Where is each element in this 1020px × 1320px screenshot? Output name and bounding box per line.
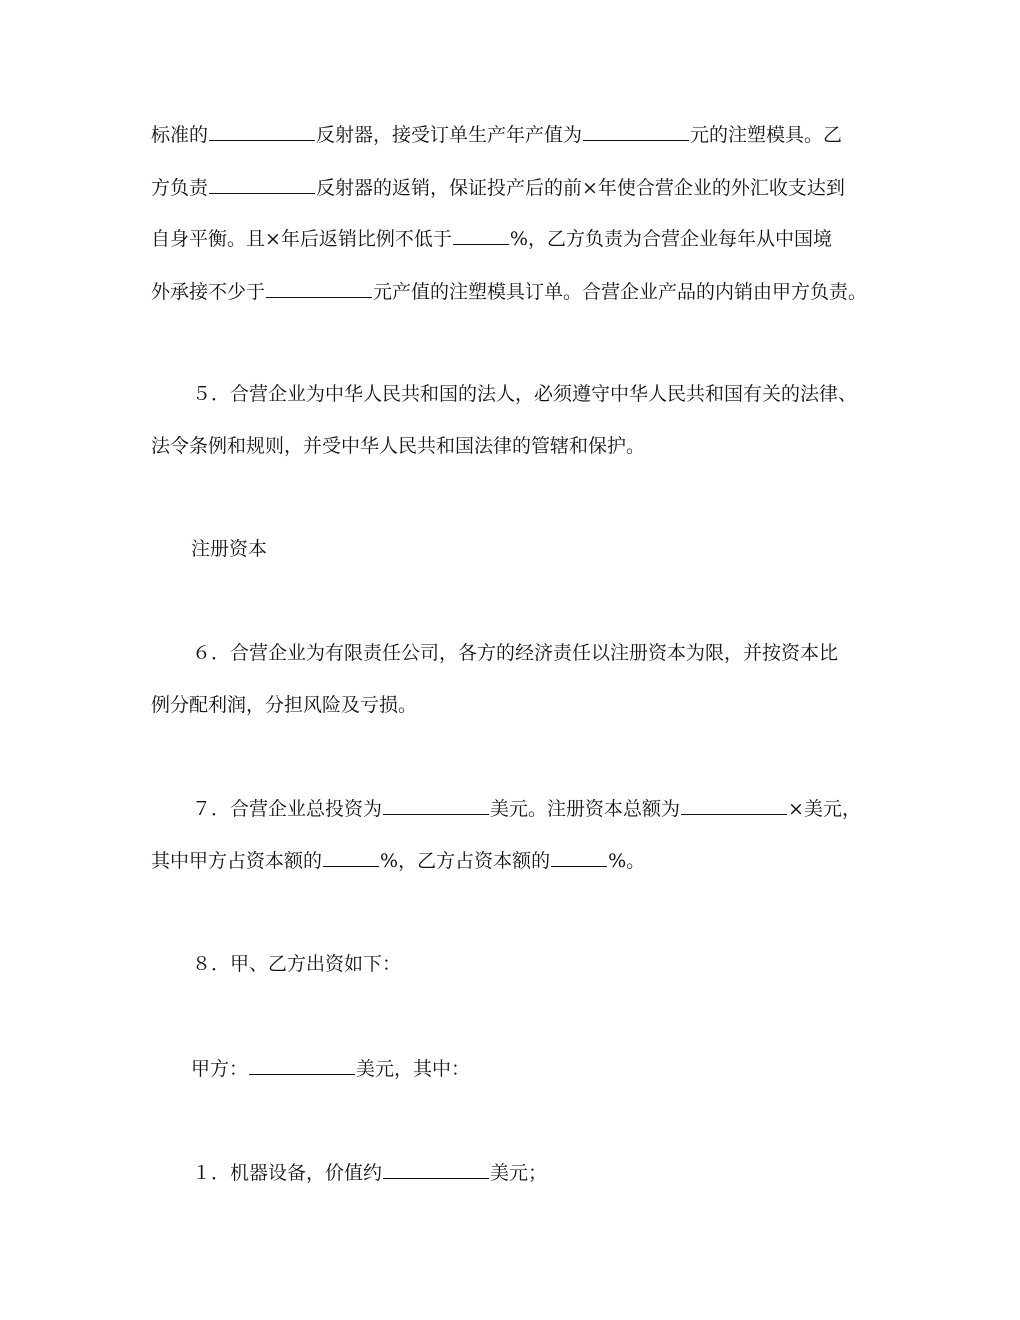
clause-5-line: 法令条例和规则，并受中华人民共和国法律的管辖和保护。 bbox=[151, 435, 646, 457]
text-segment: 方负责 bbox=[151, 177, 209, 199]
clause-6-line: ６．合营企业为有限责任公司，各方的经济责任以注册资本为限，并按资本比 bbox=[192, 642, 839, 664]
text-segment: 外承接不少于 bbox=[151, 281, 266, 303]
text-segment: 自身平衡。且×年后返销比例不低于 bbox=[151, 228, 452, 250]
text-segment: ７．合营企业总投资为 bbox=[192, 798, 383, 820]
section-heading: 注册资本 bbox=[191, 538, 268, 560]
text-segment: %，乙方占资本额的 bbox=[380, 850, 551, 872]
text-segment: 反射器，接受订单生产年产值为 bbox=[316, 124, 583, 146]
text-segment: 美元，其中： bbox=[356, 1058, 471, 1080]
clause-7-line bbox=[192, 796, 861, 820]
clause-8-line: ８．甲、乙方出资如下： bbox=[192, 953, 402, 975]
paragraph-line bbox=[151, 122, 842, 146]
party-a-line bbox=[191, 1056, 470, 1080]
paragraph-line bbox=[151, 226, 832, 250]
clause-5-line: ５．合营企业为中华人民共和国的法人，必须遵守中华人民共和国有关的法律、 bbox=[192, 383, 858, 405]
text-segment: 美元； bbox=[490, 1162, 548, 1184]
text-segment: ×美元， bbox=[788, 798, 861, 820]
paragraph-line bbox=[151, 175, 845, 199]
text-segment: %。 bbox=[608, 850, 646, 872]
fill-blank bbox=[249, 1056, 355, 1075]
fill-blank bbox=[323, 848, 379, 867]
text-segment: 反射器的返销，保证投产后的前×年使合营企业的外汇收支达到 bbox=[316, 177, 845, 199]
fill-blank bbox=[383, 1160, 489, 1179]
paragraph-line bbox=[151, 279, 867, 303]
fill-blank bbox=[383, 796, 489, 815]
fill-blank bbox=[551, 848, 607, 867]
fill-blank bbox=[209, 175, 315, 194]
clause-7-line bbox=[151, 848, 645, 872]
fill-blank bbox=[453, 226, 509, 245]
text-segment: 其中甲方占资本额的 bbox=[151, 850, 323, 872]
clause-6-line: 例分配利润，分担风险及亏损。 bbox=[151, 694, 418, 716]
text-segment: 元产值的注塑模具订单。合营企业产品的内销由甲方负责。 bbox=[373, 281, 868, 303]
fill-blank bbox=[681, 796, 787, 815]
text-segment: %，乙方负责为合营企业每年从中国境 bbox=[509, 228, 832, 250]
text-segment: １．机器设备，价值约 bbox=[192, 1162, 383, 1184]
fill-blank bbox=[266, 279, 372, 298]
text-segment: 元的注塑模具。乙 bbox=[690, 124, 843, 146]
text-segment: 美元。注册资本总额为 bbox=[490, 798, 681, 820]
fill-blank bbox=[583, 122, 689, 141]
text-segment: 标准的 bbox=[151, 124, 209, 146]
fill-blank bbox=[209, 122, 315, 141]
text-segment: 甲方： bbox=[191, 1058, 249, 1080]
item-1-line bbox=[192, 1160, 547, 1184]
